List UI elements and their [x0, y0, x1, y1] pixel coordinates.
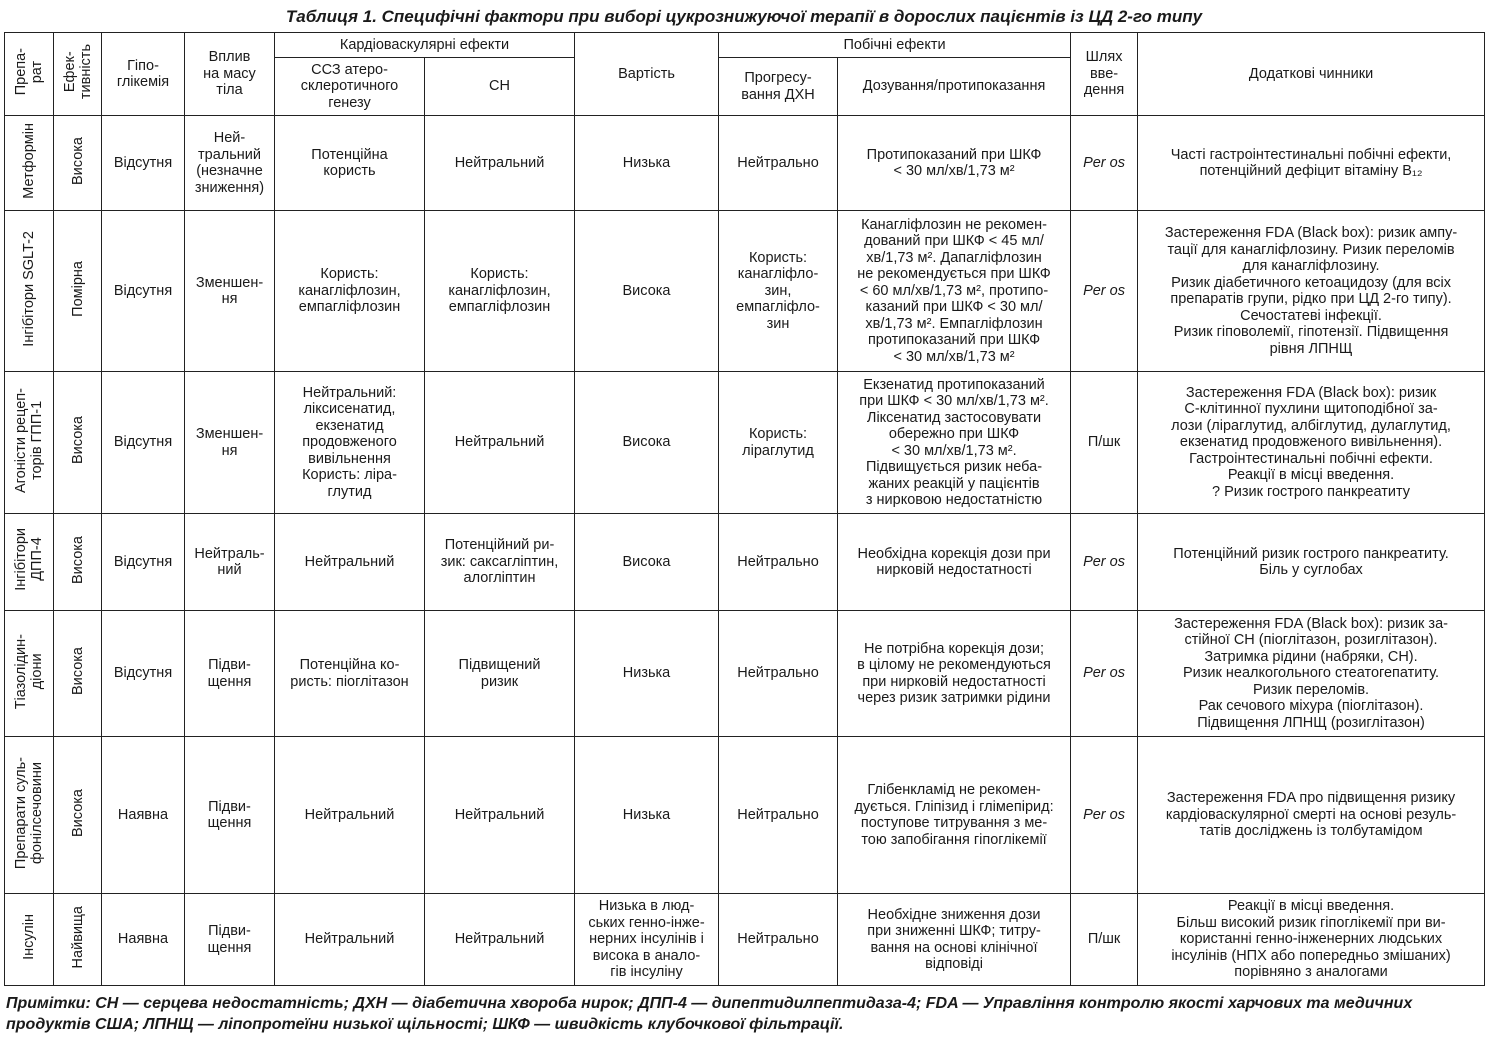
hypoglycemia-cell: Відсутня: [102, 611, 185, 737]
heart-failure-cell: Нейтральний: [425, 894, 575, 986]
hypoglycemia-cell: Відсутня: [102, 211, 185, 372]
table-row: [5, 116, 1485, 211]
ckd-cell: Нейтрально: [719, 514, 838, 611]
ckd-cell: Нейтрально: [719, 116, 838, 211]
route-cell: Per os: [1071, 116, 1138, 211]
heart-failure-cell: Користь: канагліфлозин, емпагліфлозин: [425, 211, 575, 372]
weight-cell: Підви- щення: [185, 611, 275, 737]
weight-cell: Ней- тральний (незначне зниження): [185, 116, 275, 211]
table-row: [5, 611, 1485, 737]
cost-cell: Низька: [575, 737, 719, 894]
efficacy-cell: Висока: [54, 737, 102, 894]
efficacy-cell: Висока: [54, 372, 102, 514]
extra-cell: Застереження FDA (Black box): ризик С-клітинної пухлини щитоподібної за- лози (ліраглутид, албіглутид, дулаглутид, екзенатид продовженого вивільнення). Гастроінтестинальні побічні ефекти. Реакції в місці введення. ? Ризик гострого панкреатиту: [1138, 372, 1485, 514]
drug-cell: Тіазолідин- діони: [5, 611, 54, 737]
ckd-cell: Нейтрально: [719, 894, 838, 986]
header-hypoglycemia: Гіпо- глікемія: [102, 33, 185, 116]
header-route: Шлях вве- дення: [1071, 33, 1138, 116]
drug-cell: Метформін: [5, 116, 54, 211]
extra-cell: Часті гастроінтестинальні побічні ефекти, потенційний дефіцит вітаміну B₁₂: [1138, 116, 1485, 211]
drug-cell: Інгібітори ДПП-4: [5, 514, 54, 611]
hypoglycemia-cell: Відсутня: [102, 116, 185, 211]
ascvd-cell: Користь: канагліфлозин, емпагліфлозин: [275, 211, 425, 372]
weight-cell: Зменшен- ня: [185, 372, 275, 514]
heart-failure-cell: Нейтральний: [425, 737, 575, 894]
ascvd-cell: Потенційна ко- ристь: піоглітазон: [275, 611, 425, 737]
route-cell: Per os: [1071, 611, 1138, 737]
heart-failure-cell: Підвищений ризик: [425, 611, 575, 737]
efficacy-cell: Висока: [54, 116, 102, 211]
cost-cell: Висока: [575, 372, 719, 514]
dosing-cell: Необхідна корекція дози при нирковій недостатності: [838, 514, 1071, 611]
header-side-effects-group: Побічні ефекти: [719, 33, 1071, 58]
drug-cell: Агоністи рецеп- торів ГПП-1: [5, 372, 54, 514]
header-dosing: Дозування/протипоказання: [838, 58, 1071, 116]
efficacy-cell: Найвища: [54, 894, 102, 986]
ckd-cell: Користь: ліраглутид: [719, 372, 838, 514]
extra-cell: Застереження FDA (Black box): ризик за- стійної СН (піоглітазон, розиглітазон). Затримка рідини (набряки, СН). Ризик неалкогольного стеатогепатиту. Ризик переломів. Рак сечового міхура (піоглітазон). Підвищення ЛПНЩ (розиглітазон): [1138, 611, 1485, 737]
drug-cell: Препарати суль- фонілсечовини: [5, 737, 54, 894]
ckd-cell: Користь: канагліфло- зин, емпагліфло- зин: [719, 211, 838, 372]
efficacy-cell: Висока: [54, 611, 102, 737]
heart-failure-cell: Потенційний ри- зик: саксагліптин, алогліптин: [425, 514, 575, 611]
header-cardio-group: Кардіоваскулярні ефекти: [275, 33, 575, 58]
heart-failure-cell: Нейтральний: [425, 116, 575, 211]
table-row: [5, 894, 1485, 986]
header-ckd: Прогресу- вання ДХН: [719, 58, 838, 116]
table-row: [5, 514, 1485, 611]
ascvd-cell: Потенційна користь: [275, 116, 425, 211]
dosing-cell: Протипоказаний при ШКФ < 30 мл/хв/1,73 м²: [838, 116, 1071, 211]
header-efficacy: Ефек- тивність: [54, 33, 102, 116]
weight-cell: Нейтраль- ний: [185, 514, 275, 611]
route-cell: П/шк: [1071, 894, 1138, 986]
route-cell: Per os: [1071, 211, 1138, 372]
ckd-cell: Нейтрально: [719, 611, 838, 737]
cost-cell: Висока: [575, 514, 719, 611]
drug-factors-table: [4, 32, 1485, 986]
table-row: [5, 372, 1485, 514]
drug-cell: Інгібітори SGLT-2: [5, 211, 54, 372]
header-weight: Вплив на масу тіла: [185, 33, 275, 116]
weight-cell: Зменшен- ня: [185, 211, 275, 372]
ascvd-cell: Нейтральний: [275, 894, 425, 986]
header-cost: Вартість: [575, 33, 719, 116]
hypoglycemia-cell: Наявна: [102, 894, 185, 986]
extra-cell: Реакції в місці введення. Більш високий ризик гіпоглікемії при ви- користанні генно-інженерних людських інсулінів (НПХ або попередньо змішаних) порівняно з аналогами: [1138, 894, 1485, 986]
ascvd-cell: Нейтральний: [275, 737, 425, 894]
hypoglycemia-cell: Наявна: [102, 737, 185, 894]
cost-cell: Низька в люд- ських генно-інже- нерних інсулінів і висока в анало- гів інсуліну: [575, 894, 719, 986]
header-ascvd: ССЗ атеро- склеротичного генезу: [275, 58, 425, 116]
header-heart-failure: СН: [425, 58, 575, 116]
weight-cell: Підви- щення: [185, 737, 275, 894]
table-row: [5, 211, 1485, 372]
route-cell: П/шк: [1071, 372, 1138, 514]
dosing-cell: Екзенатид протипоказаний при ШКФ < 30 мл/хв/1,73 м². Ліксенатид застосовувати обережно при ШКФ < 30 мл/хв/1,73 м². Підвищується ризик неба- жаних реакцій у пацієнтів з нирковою недостатністю: [838, 372, 1071, 514]
dosing-cell: Не потрібна корекція дози; в цілому не рекомендуються при нирковій недостатності через ризик затримки рідини: [838, 611, 1071, 737]
weight-cell: Підви- щення: [185, 894, 275, 986]
route-cell: Per os: [1071, 737, 1138, 894]
hypoglycemia-cell: Відсутня: [102, 372, 185, 514]
table-notes: Примітки: СН — серцева недостатність; ДХН — діабетична хвороба нирок; ДПП-4 — дипептидилпептидаза-4; FDA — Управління контролю якості харчових та медичних продуктів США; ЛПНЩ — ліпопротеїни низької щільності; ШКФ — швидкість клубочкової фільтрації.: [6, 995, 1413, 1033]
ckd-cell: Нейтрально: [719, 737, 838, 894]
header-extra: Додаткові чинники: [1138, 33, 1485, 116]
header-drug: Препа- рат: [5, 33, 54, 116]
table-title: Таблиця 1. Специфічні фактори при виборі цукрознижуючої терапії в дорослих пацієнтів із ЦД 2-го типу: [285, 7, 1203, 26]
ascvd-cell: Нейтральний: [275, 514, 425, 611]
dosing-cell: Необхідне зниження дози при зниженні ШКФ; титру- вання на основі клінічної відповіді: [838, 894, 1071, 986]
efficacy-cell: Висока: [54, 514, 102, 611]
cost-cell: Низька: [575, 611, 719, 737]
extra-cell: Потенційний ризик гострого панкреатиту. Біль у суглобах: [1138, 514, 1485, 611]
efficacy-cell: Помірна: [54, 211, 102, 372]
table-row: [5, 737, 1485, 894]
extra-cell: Застереження FDA (Black box): ризик ампу- тації для канагліфлозину. Ризик переломів для канагліфлозину. Ризик діабетичного кетоацидозу (для всіх препаратів групи, рідко при ЦД 2-го типу). Сечостатеві інфекції. Ризик гіповолемії, гіпотензії. Підвищення рівня ЛПНЩ: [1138, 211, 1485, 372]
cost-cell: Низька: [575, 116, 719, 211]
extra-cell: Застереження FDA про підвищення ризику кардіоваскулярної смерті на основі резуль- татів досліджень із толбутамідом: [1138, 737, 1485, 894]
drug-cell: Інсулін: [5, 894, 54, 986]
cost-cell: Висока: [575, 211, 719, 372]
ascvd-cell: Нейтральний: ліксисенатид, екзенатид продовженого вивільнення Користь: ліра- глутид: [275, 372, 425, 514]
dosing-cell: Глібенкламід не рекомен- дується. Гліпізид і глімепірид: поступове титрування з ме- тою запобігання гіпоглікемії: [838, 737, 1071, 894]
route-cell: Per os: [1071, 514, 1138, 611]
hypoglycemia-cell: Відсутня: [102, 514, 185, 611]
heart-failure-cell: Нейтральний: [425, 372, 575, 514]
dosing-cell: Канагліфлозин не рекомен- дований при ШКФ < 45 мл/ хв/1,73 м². Дапагліфлозин не рекомендується при ШКФ < 60 мл/хв/1,73 м², протипо- казаний при ШКФ < 30 мл/ хв/1,73 м². Емпагліфлозин протипоказаний при ШКФ < 30 мл/хв/1,73 м²: [838, 211, 1071, 372]
